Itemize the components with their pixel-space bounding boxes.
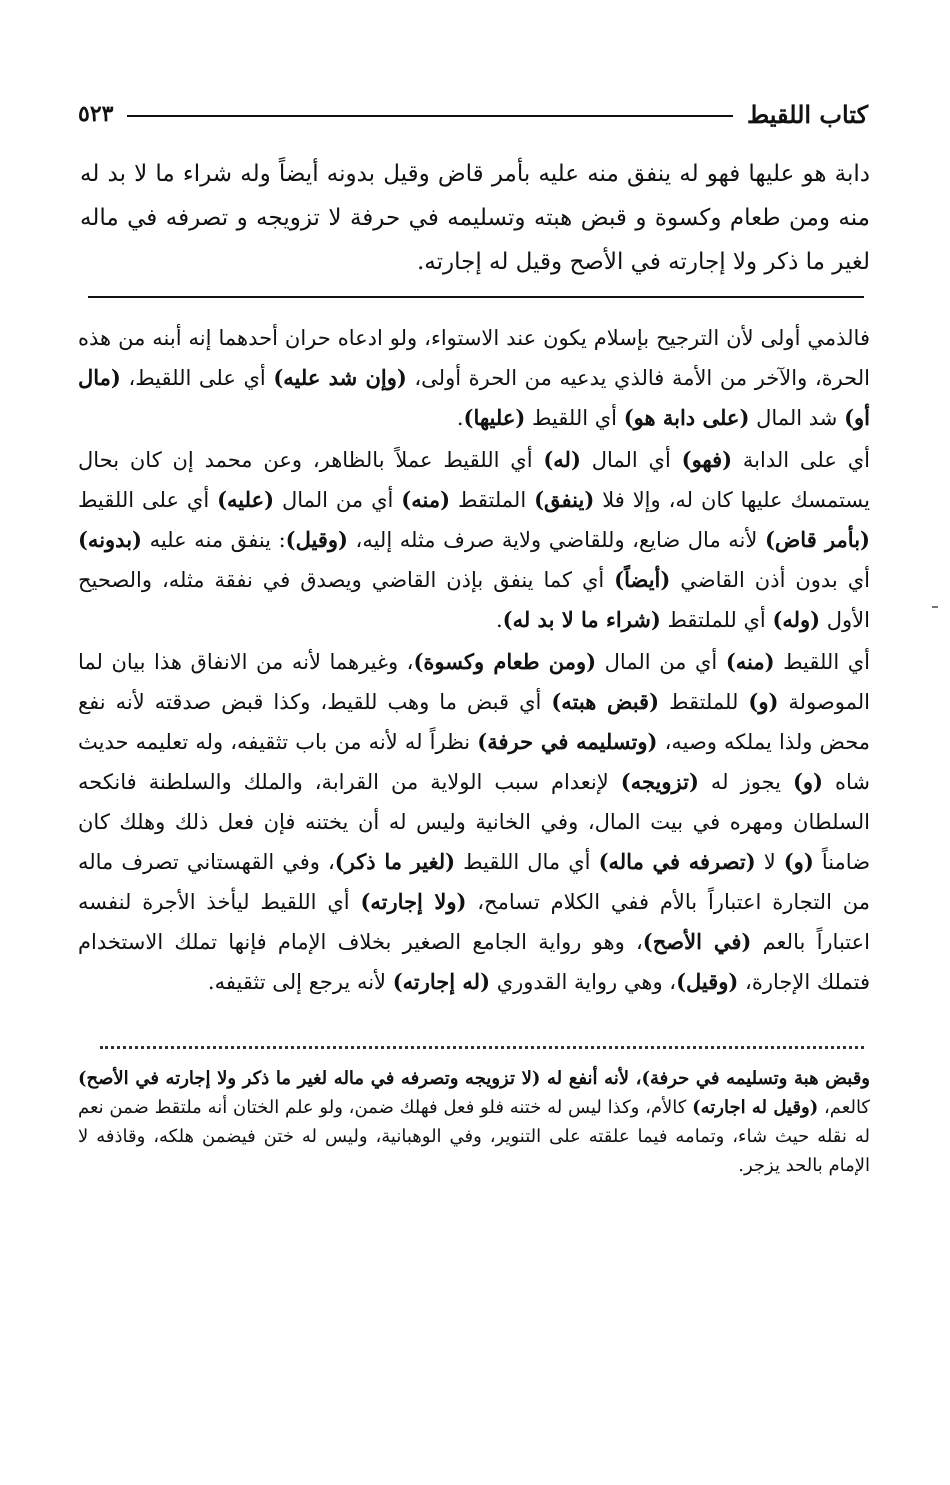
bold-quote-segment: (منه) [725, 649, 775, 674]
main-text: دابة هو عليها فهو له ينفق منه عليه بأمر قاض وقيل بدونه أيضاً وله شراء ما لا بد له منه ومن طعام وكسوة و قبض هبته وتسليمه في حرفة لا تزويجه و تصرفه في ماله لغير ما ذكر ولا إجارته في الأصح وقيل له إجارته. [80, 161, 870, 275]
bold-quote-segment: (و) [748, 689, 779, 714]
bold-quote-segment: (تصرفه في ماله) [598, 849, 756, 874]
bold-quote-segment: (عليها) [463, 405, 526, 430]
text-segment: . [456, 406, 464, 430]
page-number: ٥٢٣ [78, 101, 114, 127]
text-segment: لأنه مال ضايع، وللقاضي ولاية صرف مثله إليه، [347, 528, 765, 552]
bold-quote-segment: (وإن شد عليه) [273, 365, 407, 390]
bold-quote-segment: (و) [783, 849, 814, 874]
text-segment: أي للملتقط [660, 608, 773, 632]
margin-mark [932, 606, 938, 608]
text-segment: كالأم، وكذا ليس له ختنه فلو فعل فهلك ضمن، ولو علم الختان أنه ملتقط ضمن نعم له نقله حيث شاء، وتمامه فيما علقته على التنوير، وفي الوهبانية، وليس له ختن فيضمن هلكه، وقاذفه لا الإمام بالحد يزجر. [78, 1097, 870, 1176]
bold-quote-segment: (له) [543, 447, 581, 472]
text-segment: نظراً له لأنه من باب تثقيفه، وله تعليمه حديث شاه [78, 730, 871, 794]
bold-quote-segment: (أيضاً) [614, 567, 671, 592]
bold-quote-segment: (بأمر قاض) [764, 527, 870, 552]
bold-quote-segment: (عليه) [217, 487, 275, 512]
bold-quote-segment: (فهو) [681, 447, 733, 472]
text-segment: أي على الدابة [732, 448, 870, 472]
text-segment: أي اللقيط [525, 406, 624, 430]
text-segment: . [495, 608, 503, 632]
commentary-paragraph-1 [78, 318, 870, 438]
text-segment: أي على اللقيط [78, 488, 218, 512]
bold-quote-segment: وقبض هبة وتسليمه في حرفة)، لأنه أنفع له (لا تزويجه وتصرفه في ماله لغير ما ذكر ولا إجارته في الأصح) [78, 1068, 870, 1089]
commentary-paragraph-2 [78, 440, 870, 640]
bold-quote-segment: (على دابة هو) [623, 405, 750, 430]
text-segment: أي من المال [274, 488, 402, 512]
text-segment: أي قبض ما وهب للقيط، وكذا قبض صدقته لأنه نفع محض ولذا يملكه وصيه، [78, 690, 871, 754]
text-segment: أي اللقيط ليأخذ الأجرة لنفسه اعتباراً بالعم [78, 890, 870, 954]
text-segment: الملتقط [450, 488, 535, 512]
text-segment: شد المال [749, 406, 845, 430]
separator-rule [88, 296, 864, 298]
text-segment: للملتقط [659, 690, 749, 714]
text-segment: أي من المال [596, 650, 726, 674]
dotted-separator [100, 1046, 864, 1051]
bold-quote-segment: (بدونه) [78, 527, 142, 552]
header-rule [127, 115, 733, 117]
text-segment: : ينفق منه عليه [141, 528, 286, 552]
text-segment: كالعم، [818, 1097, 871, 1118]
bold-quote-segment: (له إجارته) [392, 969, 491, 994]
bold-quote-segment: (وتسليمه في حرفة) [477, 729, 658, 754]
bold-quote-segment: (في الأصح) [642, 929, 752, 954]
text-segment: فالذمي أولى لأن الترجيح بإسلام يكون عند الاستواء، ولو ادعاه حران أحدهما إنه أبنه من هذه الحرة، والآخر من الأمة فالذي يدعيه من الحرة أولى، [78, 326, 870, 390]
bold-quote-segment: (و) [792, 769, 823, 794]
bold-quote-segment: (ومن طعام وكسوة) [413, 649, 597, 674]
bold-quote-segment: (وقيل) [285, 527, 348, 552]
text-segment: ، وفي القهستاني تصرف ماله من التجارة اعتباراً بالأم ففي الكلام تسامح، [78, 850, 870, 914]
bold-quote-segment: (ينفق) [534, 487, 595, 512]
text-segment: أي بدون أذن القاضي [670, 568, 870, 592]
text-segment: أي على اللقيط، [120, 366, 274, 390]
bold-quote-segment: (وله) [772, 607, 821, 632]
bold-quote-segment: (ولا إجارته) [360, 889, 467, 914]
bold-quote-segment: (مال أو) [78, 365, 870, 430]
text-segment: أي المال [580, 448, 682, 472]
bold-quote-segment: (شراء ما لا بد له) [502, 607, 661, 632]
bold-quote-segment: (وقيل له اجارته) [692, 1097, 819, 1118]
page-header [78, 94, 868, 134]
text-segment: أي مال اللقيط [455, 850, 599, 874]
text-segment: يجوز له [698, 770, 793, 794]
bold-quote-segment: (قبض هبته) [551, 689, 660, 714]
text-segment: أي اللقيط [774, 650, 870, 674]
text-segment: ، وهو رواية الجامع الصغير بخلاف الإمام فإنها تملك الاستخدام فتملك الإجارة، [78, 930, 870, 994]
text-segment: أي كما ينفق بإذن القاضي ويصدق في نفقة مثله، والصحيح الأول [78, 568, 870, 632]
footnote-text [78, 1064, 870, 1180]
text-segment: ، وهي رواية القدوري [490, 970, 677, 994]
text-segment: لا [755, 850, 784, 874]
bold-quote-segment: (وقيل) [676, 969, 739, 994]
text-segment: أي اللقيط عملاً بالظاهر، وعن محمد إن كان بحال يستمسك عليها كان له، وإلا فلا [78, 448, 870, 512]
text-segment: لأنه يرجع إلى تثقيفه. [207, 970, 393, 994]
bold-quote-segment: (تزويجه) [620, 769, 699, 794]
commentary-paragraph-3 [78, 642, 870, 1002]
text-segment: ، وغيرهما لأنه من الانفاق هذا بيان لما الموصولة [78, 650, 870, 714]
bold-quote-segment: (منه) [401, 487, 451, 512]
chapter-title: كتاب اللقيط [746, 99, 868, 129]
text-segment: لإنعدام سبب الولاية من القرابة، والملك والسلطنة فانكحه السلطان ومهره في بيت المال، وفي الخانية وليس له أن يختنه فإن فعل ذلك وهلك كان ضامناً [78, 770, 871, 874]
bold-quote-segment: (لغير ما ذكر) [334, 849, 456, 874]
